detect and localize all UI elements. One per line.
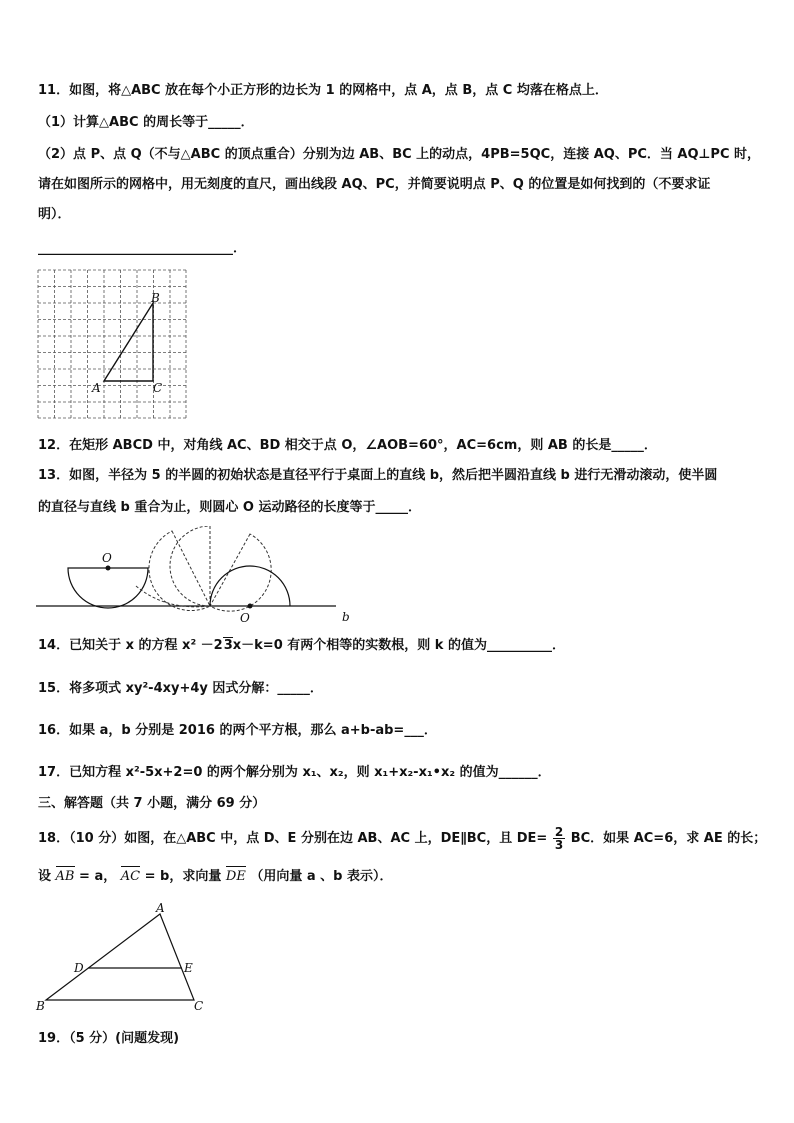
- label-o-final: O: [240, 611, 250, 625]
- label-b: b: [342, 610, 350, 624]
- q11-grid-figure: [36, 268, 191, 423]
- q18-line2: [38, 868, 393, 886]
- center-o-initial: [106, 566, 111, 571]
- label-b: B: [151, 291, 160, 305]
- q11-part2-line2: 请在如图所示的网格中，用无刻度的直尺，画出线段 AQ、PC，并简要说明点 P、Q 的位置是如何找到的（不要求证: [38, 177, 711, 192]
- initial-semicircle: [68, 568, 148, 608]
- q18-line2-tail: （用向量 a 、b 表示）．: [250, 869, 393, 884]
- label-a-q18: A: [156, 902, 165, 915]
- q18-line1-after: BC．如果 AC=6，求 AE 的长；: [570, 831, 767, 846]
- q11-answer-line: ______________________________．: [38, 241, 247, 256]
- q19-text: 19．（5 分）(问题发现): [38, 1031, 180, 1046]
- q11-stem: 11．如图，将△ABC 放在每个小正方形的边长为 1 的网格中，点 A，点 B，点 C 均落在格点上．: [38, 83, 608, 98]
- q18-line2-a: 设: [38, 869, 52, 884]
- label-b-q18: B: [36, 999, 45, 1013]
- q11-part1: （1）计算△ABC 的周长等于_____．: [38, 115, 254, 130]
- q11-part2-line3: 明）．: [38, 207, 71, 222]
- frac-numerator: 2: [554, 825, 564, 839]
- label-o-initial: O: [102, 551, 112, 565]
- q18-line1-before: 18．（10 分）如图，在△ABC 中，点 D、E 分别在边 AB、AC 上，DE∥BC，且 DE=: [38, 831, 548, 846]
- triangle-abc-q18: [46, 914, 194, 1000]
- vector-ab: AB: [55, 869, 75, 884]
- q16-text: 16．如果 a，b 分别是 2016 的两个平方根，那么 a+b-ab=___．: [38, 723, 437, 738]
- q18-triangle-figure: [34, 902, 214, 1014]
- section-heading: 三、解答题（共 7 小题，满分 69 分）: [38, 796, 266, 811]
- q13-line1: 13．如图，半径为 5 的半圆的初始状态是直径平行于桌面上的直线 b，然后把半圆沿直线 b 进行无滑动滚动，使半圆: [38, 468, 718, 483]
- label-e-q18: E: [184, 961, 193, 975]
- vector-ac: AC: [120, 869, 141, 884]
- vector-de: DE: [225, 869, 246, 884]
- center-o-final: [248, 604, 253, 609]
- q14-before: 14．已知关于 x 的方程 x² －2: [38, 638, 223, 653]
- q18-eq-b: = b，求向量: [144, 869, 222, 884]
- q15-text: 15．将多项式 xy²-4xy+4y 因式分解：_____．: [38, 681, 323, 696]
- q18-eq-a: = a，: [79, 869, 117, 884]
- label-c: C: [153, 381, 163, 395]
- q11-part2-line1: （2）点 P、点 Q（不与△ABC 的顶点重合）分别为边 AB、BC 上的动点，4PB=5QC，连接 AQ、PC．当 AQ⊥PC 时，: [38, 147, 761, 162]
- intermediate-positions: [136, 526, 271, 611]
- label-c-q18: C: [194, 999, 204, 1013]
- q14-text: [38, 637, 565, 655]
- label-a: A: [92, 381, 101, 395]
- grid-lines: [38, 270, 186, 418]
- q14-sqrt: 3: [223, 638, 233, 653]
- frac-denominator: 3: [554, 838, 564, 852]
- q17-text: 17．已知方程 x²-5x+2=0 的两个解分别为 x₁、x₂，则 x₁+x₂-x₁•x₂ 的值为______．: [38, 765, 551, 780]
- label-d-q18: D: [74, 961, 84, 975]
- q18-line1: [38, 826, 766, 851]
- q13-line2: 的直径与直线 b 重合为止，则圆心 O 运动路径的长度等于_____．: [38, 500, 421, 515]
- final-semicircle: [210, 566, 290, 606]
- q14-after: x－k=0 有两个相等的实数根，则 k 的值为__________．: [232, 638, 565, 653]
- fraction-two-thirds: [553, 826, 565, 851]
- q12-text: 12．在矩形 ABCD 中，对角线 AC、BD 相交于点 O，∠AOB=60°，AC=6cm，则 AB 的长是_____．: [38, 438, 657, 453]
- q13-rolling-semicircle-figure: [36, 526, 356, 626]
